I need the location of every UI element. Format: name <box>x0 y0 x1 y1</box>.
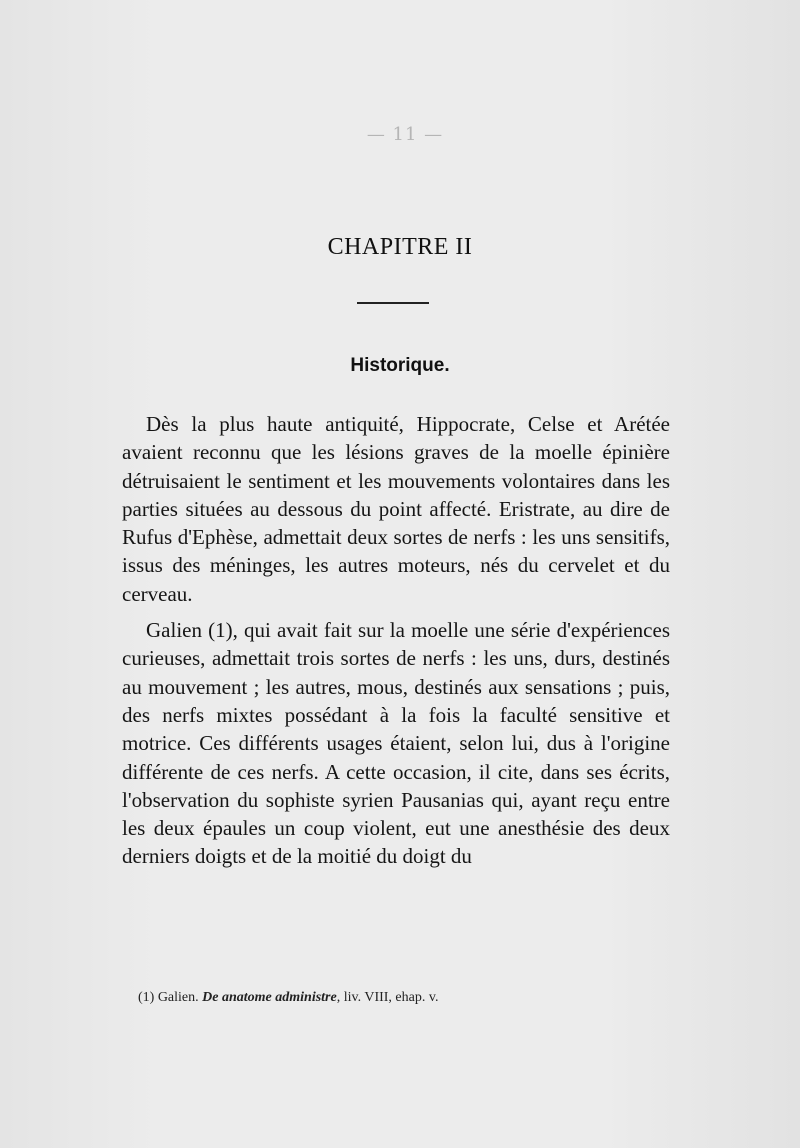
footnote-title: De anatome administre <box>202 990 337 1005</box>
footnote <box>138 990 678 1006</box>
paragraph-1: Dès la plus haute antiquité, Hippocrate, Celse et Arétée avaient reconnu que les lésions graves de la moelle épinière détruisaient le sentiment et les mouvements volontaires dans les parties situées au dessous du point affecté. Eristrate, au dire de Rufus d'Ephèse, admettait deux sortes de nerfs : les uns sensitifs, issus des méninges, les autres moteurs, nés du cervelet et du cerveau. <box>122 412 670 606</box>
body-text <box>122 410 670 871</box>
footnote-prefix: (1) Galien. <box>138 990 199 1005</box>
chapter-title: CHAPITRE II <box>327 234 473 260</box>
page-number: — 11 — <box>366 124 444 145</box>
title-divider <box>357 302 429 304</box>
paragraph-2: Galien (1), qui avait fait sur la moelle une série d'expériences curieuses, admettait trois sortes de nerfs : les uns, durs, destinés au mouvement ; les autres, mous, destinés aux sensations ; puis, des nerfs mixtes possédant à la fois la faculté sensitive et motrice. Ces différents usages étaient, selon lui, dus à l'origine différente de ces nerfs. A cette occasion, il cite, dans ses écrits, l'observation du sophiste syrien Pausanias qui, ayant reçu entre les deux épaules un coup violent, eut une anesthésie des deux derniers doigts et de la moitié du doigt du <box>122 618 670 869</box>
footnote-suffix: , liv. VIII, ehap. v. <box>336 990 439 1005</box>
section-title: Historique. <box>350 355 450 376</box>
